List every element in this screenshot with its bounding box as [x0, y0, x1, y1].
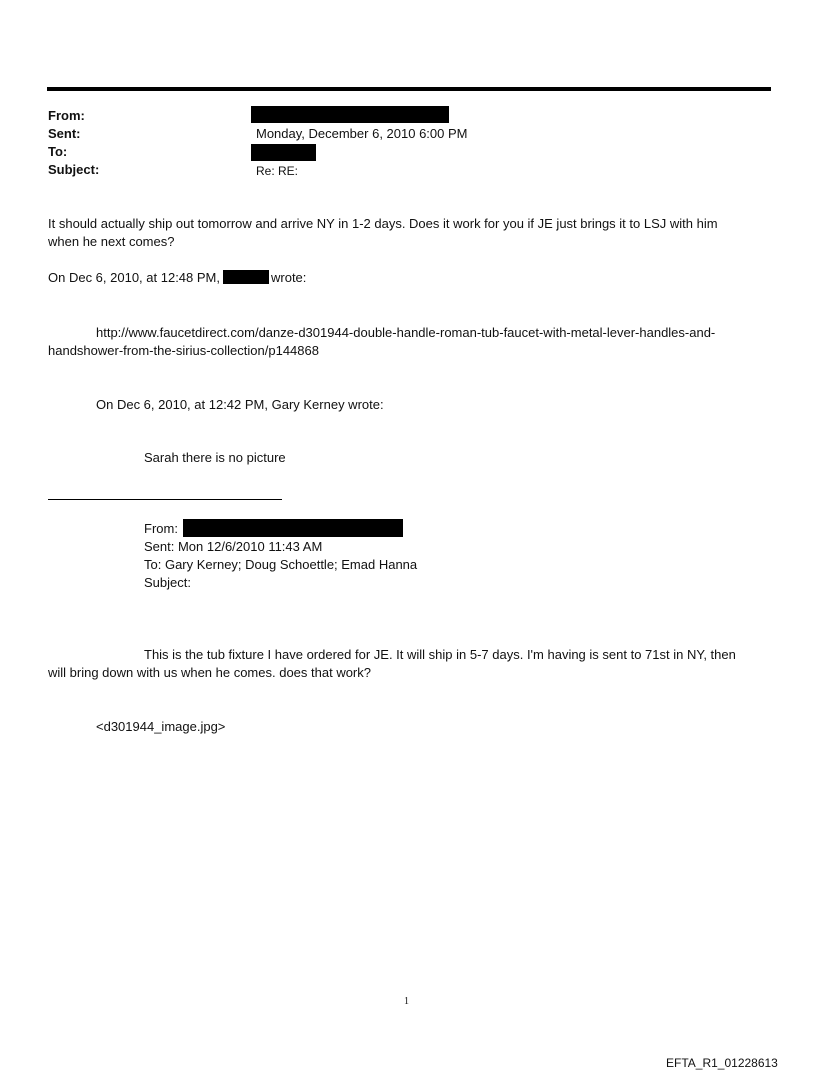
sent-value: Monday, December 6, 2010 6:00 PM — [256, 126, 468, 141]
body-paragraph-line: will bring down with us when he comes. does that work? — [48, 665, 371, 680]
reply-text: Sarah there is no picture — [144, 450, 286, 465]
top-rule — [47, 87, 771, 91]
body-paragraph-line: when he next comes? — [48, 234, 175, 249]
inner-from — [144, 520, 178, 538]
redaction-from — [251, 106, 449, 123]
to-label: To: — [48, 144, 68, 159]
redaction-inner-from — [183, 519, 403, 537]
subject-label: Subject: — [48, 162, 100, 177]
redaction-sender — [223, 270, 269, 284]
inner-sent: Sent: Mon 12/6/2010 11:43 AM — [144, 539, 323, 554]
from-label: From: — [48, 108, 85, 123]
url-link-line[interactable]: handshower-from-the-sirius-collection/p144868 — [48, 343, 319, 358]
redaction-to — [251, 144, 316, 161]
inner-from-label: From: — [144, 521, 178, 536]
subject-value: Re: RE: — [256, 164, 299, 178]
quote-attribution-pre: On Dec 6, 2010, at 12:48 PM, — [48, 270, 220, 285]
page-number: 1 — [404, 996, 409, 1007]
attachment-name[interactable]: <d301944_image.jpg> — [96, 719, 226, 734]
inner-to: To: Gary Kerney; Doug Schoettle; Emad Hanna — [144, 557, 418, 572]
url-link-line[interactable]: http://www.faucetdirect.com/danze-d301944-double-handle-roman-tub-faucet-with-metal-lever-handles-and- — [96, 325, 716, 340]
separator-line — [48, 499, 282, 500]
inner-subject: Subject: — [144, 575, 191, 590]
body-paragraph-line: It should actually ship out tomorrow and arrive NY in 1-2 days. Does it work for you if JE just brings it to LSJ with him — [48, 216, 718, 231]
quote-attribution-post: wrote: — [271, 270, 307, 285]
quote-attribution-2: On Dec 6, 2010, at 12:42 PM, Gary Kerney wrote: — [96, 397, 384, 412]
quote-attribution-1 — [48, 269, 306, 287]
sent-label: Sent: — [48, 126, 81, 141]
body-paragraph-line: This is the tub fixture I have ordered for JE. It will ship in 5-7 days. I'm having is sent to 71st in NY, then — [144, 647, 736, 662]
document-id: EFTA_R1_01228613 — [666, 1056, 778, 1070]
